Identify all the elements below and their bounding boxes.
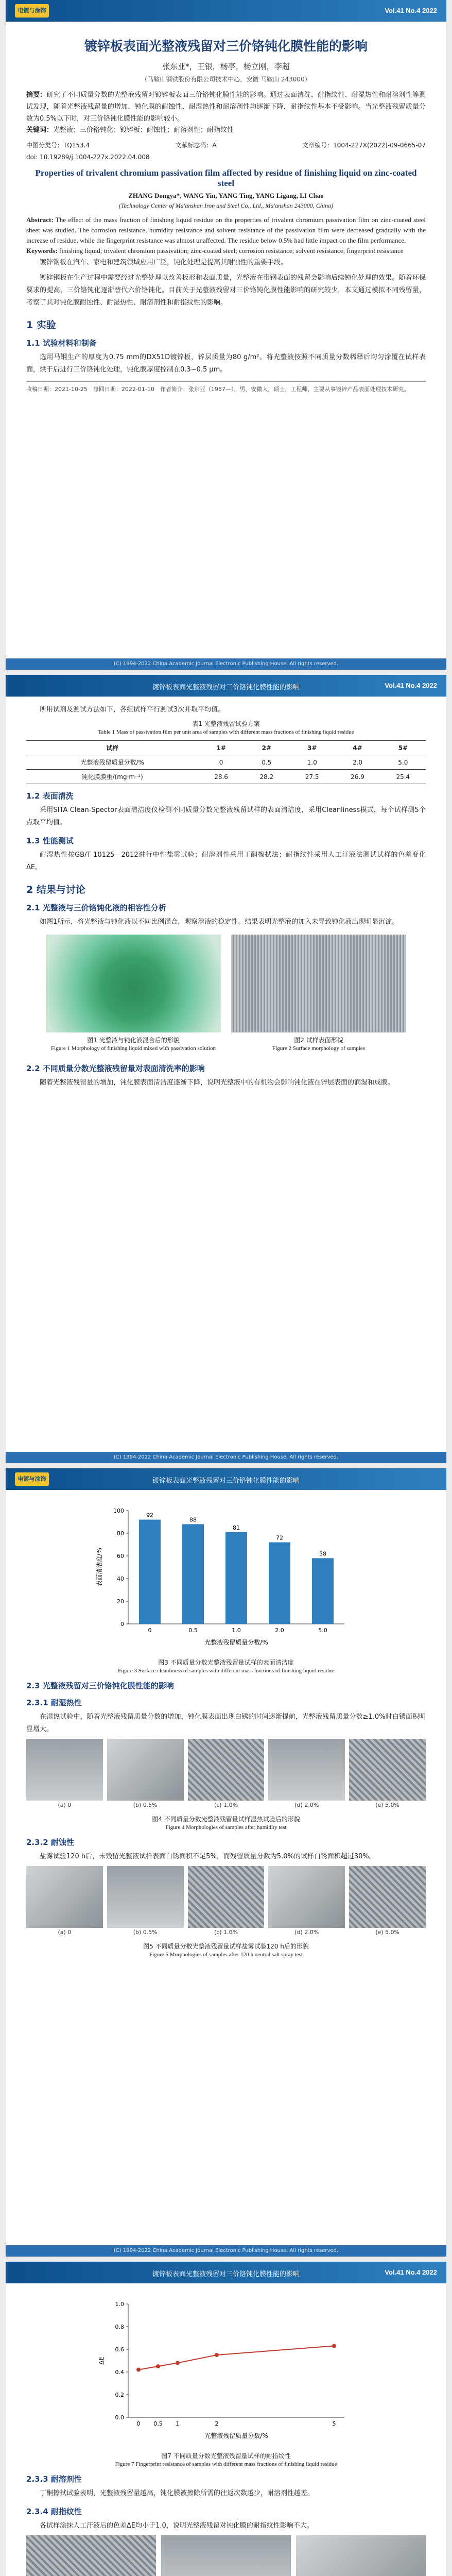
footnote: 收稿日期：2021-10-25 修回日期：2022-01-10 作者简介：张东亚（1987—），男，安徽人，硕士，工程师，主要从事镀锌产品表面处理技术研究。: [26, 381, 426, 394]
x-tick-label: 2.0: [275, 1627, 284, 1634]
y-axis-label: 表面清洁度/%: [96, 1548, 103, 1587]
table-cell: 28.6: [198, 770, 244, 784]
page-header: [6, 1468, 446, 1490]
figure-5-panel: [188, 1866, 265, 1939]
doi-link[interactable]: doi: 10.19289/j.1004-227x.2022.04.008: [26, 154, 150, 161]
figure-7-line-chart: [92, 2294, 360, 2448]
running-title: 镀锌板表面光整液残留对三价铬钝化膜性能的影响: [152, 1477, 300, 1485]
sample-photo: [349, 1739, 426, 1801]
page-footer: (C) 1994-2022 China Academic Journal Electronic Publishing House. All rights reserved.: [6, 2245, 446, 2257]
journal-logo: 电镀与涂饰: [15, 4, 49, 18]
panel-label: (a) 0: [58, 1929, 72, 1936]
figure-1-caption: 图1 光整液与钝化液混合后的形貌: [87, 1037, 180, 1044]
bar: [225, 1532, 247, 1624]
figure-4-panel: [107, 1739, 184, 1811]
table-header-cell: 5#: [380, 741, 426, 755]
x-tick-label: 0.5: [188, 1627, 198, 1634]
x-tick-label: 0: [148, 1627, 152, 1634]
sample-photo: [296, 2535, 426, 2576]
panel-label: (d) 2.0%: [294, 1929, 319, 1936]
y-tick-label: 0.2: [115, 2392, 124, 2398]
table-header-row: [26, 741, 426, 755]
figure-7-caption: 图7 不同质量分数光整液残留量试样的耐指纹性: [161, 2452, 291, 2460]
english-keywords-label: Keywords:: [26, 247, 58, 255]
page-footer: (C) 1994-2022 China Academic Journal Electronic Publishing House. All rights reserved.: [6, 1452, 446, 1463]
english-title: Properties of trivalent chromium passivation film affected by residue of finishing liquid on zinc-coated steel: [35, 168, 417, 188]
abstract-label: 摘要：: [26, 91, 47, 99]
figure-2-english-caption: Figure 2 Surface morphology of samples: [272, 1045, 365, 1052]
volume-label: Vol.41 No.4 2022: [385, 682, 437, 689]
page-footer: (C) 1994-2022 China Academic Journal Electronic Publishing House. All rights reserved.: [6, 658, 446, 670]
compatibility-paragraph: 如图1所示，将光整液与钝化液以不同比例混合，观察溶液的稳定性。结果表明光整液的加入未导致钝化液出现明显沉淀。: [40, 918, 399, 926]
sample-photo: [349, 1866, 426, 1928]
bar: [312, 1558, 334, 1624]
paper-title: 镀锌板表面光整液残留对三价铬钝化膜性能的影响: [84, 39, 368, 54]
section-2-2-heading: 2.2 不同质量分数光整液残留量对表面清洗率的影响: [26, 1064, 205, 1074]
data-point: [215, 2353, 219, 2357]
table-row: [26, 770, 426, 784]
y-tick-label: 0: [120, 1621, 124, 1628]
sample-photo: [26, 1866, 103, 1928]
section-1-2-heading: 1.2 表面清洗: [26, 791, 74, 801]
figure-5-panel: [268, 1866, 345, 1939]
doi-row: [26, 154, 426, 161]
y-tick-label: 60: [117, 1553, 124, 1560]
page-4: [6, 2262, 446, 2576]
table-cell: 1.0: [289, 755, 335, 770]
table-cell: 27.5: [289, 770, 335, 784]
figure-8-grid: [26, 2535, 426, 2576]
humidity-paragraph: 在湿热试验中，随着光整液残留质量分数的增加，钝化膜表面出现白锈的时间逐渐提前，光整液残留质量分数≥1.0%时白锈面积明显增大。: [26, 1713, 426, 1734]
table-cell: 5.0: [380, 755, 426, 770]
page-2: [6, 675, 446, 1463]
table-header-cell: 试样: [26, 741, 198, 755]
y-tick-label: 80: [117, 1530, 124, 1537]
panel-label: (c) 1.0%: [214, 1802, 238, 1809]
section-1-3-heading: 1.3 性能测试: [26, 836, 74, 846]
table-cell: 2.0: [335, 755, 380, 770]
section-2-3-3-heading: 2.3.3 耐溶剂性: [26, 2475, 82, 2484]
y-tick-label: 0.8: [115, 2324, 124, 2330]
sample-photo: [107, 1739, 184, 1801]
table-cell: 钝化膜膜重/(mg·m⁻²): [26, 770, 198, 784]
table-cell: 光整液残留质量分数/%: [26, 755, 198, 770]
english-authors: ZHANG Dongya*, WANG Yin, YANG Ting, YANG Ligang, LI Chao: [128, 192, 324, 199]
english-affiliation: (Technology Center of Ma'anshan Iron and Steel Co., Ltd., Ma'anshan 243000, China): [118, 202, 334, 209]
table-cell: 25.4: [380, 770, 426, 784]
sample-photo: [188, 1739, 265, 1801]
english-abstract-label: Abstract:: [26, 216, 54, 224]
data-point: [176, 2361, 180, 2365]
table-1: [26, 740, 426, 784]
doc-code: 文献标志码：A: [175, 142, 217, 149]
experiment-paragraph: 选用马钢生产的厚度为0.75 mm的DX51D镀锌板，锌层质量为80 g/m²。将光整液按照不同质量分数稀释后均匀涂覆在试样表面，烘干后进行三价铬钝化处理，钝化膜厚度控制在0.3~0.5 μm。: [26, 353, 426, 374]
affiliation: （马鞍山钢铁股份有限公司技术中心，安徽 马鞍山 243000）: [141, 76, 311, 83]
clc-code: 中图分类号：TQ153.4: [26, 142, 90, 149]
panel-label: (b) 0.5%: [133, 1929, 158, 1936]
journal-logo: 电镀与涂饰: [15, 1472, 49, 1486]
section-2-3-heading: 2.3 光整液残留对三价铬钝化膜性能的影响: [26, 1681, 174, 1690]
figure-5-grid: [26, 1866, 426, 1939]
figure-1-english-caption: Figure 1 Morphology of finishing liquid mixed with passivation solution: [51, 1045, 216, 1052]
y-tick-label: 0.6: [115, 2346, 124, 2353]
volume-label: Vol.41 No.4 2022: [385, 2268, 437, 2276]
abstract: [26, 90, 426, 125]
section-2-3-2-heading: 2.3.2 耐蚀性: [26, 1838, 74, 1848]
bar: [269, 1543, 290, 1624]
wash-paragraph: 采用SITA Clean-Spector表面清洁度仪检测不同质量分数光整液残留试样的表面清洁度，采用Cleanliness模式，每个试样测5个点取平均值。: [26, 806, 426, 827]
figure-4-panel: [349, 1739, 426, 1811]
sample-photo: [26, 1739, 103, 1801]
figure-5-english-caption: Figure 5 Morphologies of samples after 120 h neutral salt spray test: [149, 1952, 303, 1958]
page-header: [6, 0, 446, 22]
methods-intro: 所用试剂及测试方法如下，各组试样平行测试3次并取平均值。: [40, 706, 225, 714]
figure-5-panel: [107, 1866, 184, 1939]
table-cell: 26.9: [335, 770, 380, 784]
section-1-heading: 1 实验: [26, 319, 56, 331]
x-tick-label: 5: [332, 2420, 336, 2427]
table-header-cell: 3#: [289, 741, 335, 755]
performance-paragraph: 耐湿热性按GB/T 10125—2012进行中性盐雾试验；耐溶剂性采用丁酮擦拭法；耐指纹性采用人工汗液法测试试样的色差变化ΔE。: [26, 851, 426, 872]
table-cell: 28.2: [244, 770, 289, 784]
data-label: 81: [233, 1524, 240, 1531]
data-label: 58: [319, 1550, 326, 1557]
panel-label: (e) 5.0%: [375, 1802, 399, 1809]
x-tick-label: 0: [136, 2420, 141, 2427]
section-1-1-heading: 1.1 试验材料和制备: [26, 338, 97, 348]
section-2-3-1-heading: 2.3.1 耐湿热性: [26, 1698, 82, 1707]
table-cell: 0: [198, 755, 244, 770]
running-title: 镀锌板表面光整液残留对三价铬钝化膜性能的影响: [152, 684, 300, 691]
y-tick-label: 20: [117, 1598, 124, 1605]
sample-photo: [161, 2535, 291, 2576]
solvent-paragraph: 丁酮擦拭试验表明，光整液残留量越高，钝化膜被擦除所需的往返次数越少，耐溶剂性越差。: [40, 2489, 315, 2497]
figure-5-panel: [26, 1866, 103, 1939]
data-label: 72: [276, 1534, 283, 1541]
keywords-text: 光整液；三价铬钝化；镀锌板；耐蚀性；耐溶剂性；耐指纹性: [53, 126, 234, 134]
keywords: [26, 125, 426, 137]
figure-7-english-caption: Figure 7 Fingerprint resistance of samples with different mass fractions of finishing liquid residue: [115, 2461, 337, 2467]
table-1-english-caption: Table 1 Mass of passivation film per unit area of samples with different mass fractions of finishing liquid residue: [98, 729, 354, 736]
table-header-cell: 2#: [244, 741, 289, 755]
y-axis-label: ΔE: [98, 2357, 105, 2365]
section-2-1-heading: 2.1 光整液与三价铬钝化液的相容性分析: [26, 903, 166, 913]
x-tick-label: 0.5: [153, 2420, 163, 2427]
article-number: 文章编号：1004-227X(2022)-09-0665-07: [302, 142, 426, 149]
intro-paragraph: 镀锌钢板在生产过程中需要经过光整处理以改善板形和表面质量，光整液在带钢表面的残留会影响后续钝化处理的效果。随着环保要求的提高，三价铬钝化逐渐替代六价铬钝化。目前关于光整液残留对三价铬钝化膜性能影响的研究较少，本文通过模拟不同残留量，考察了其对钝化膜耐蚀性、耐湿热性、耐溶剂性和耐指纹性的影响。: [26, 274, 426, 307]
figure-2-photo: [231, 935, 406, 1032]
y-tick-label: 0.4: [115, 2369, 124, 2376]
keywords-label: 关键词：: [26, 126, 54, 134]
y-tick-label: 0.0: [115, 2414, 124, 2421]
sample-photo: [268, 1866, 345, 1928]
data-point: [136, 2368, 141, 2372]
figure-3-bar-chart: [92, 1500, 360, 1655]
cleanliness-paragraph: 随着光整液残留量的增加，钝化膜表面清洁度逐渐下降，说明光整液中的有机物会影响钝化液在锌层表面的润湿和成膜。: [40, 1079, 395, 1087]
running-title: 镀锌板表面光整液残留对三价铬钝化膜性能的影响: [152, 2270, 300, 2278]
corrosion-paragraph: 盐雾试验120 h后，未残留光整液试样表面白锈面积不足5%，而残留质量分数为5.0%的试样白锈面积超过30%。: [40, 1853, 376, 1861]
volume-label: Vol.41 No.4 2022: [385, 7, 437, 14]
x-tick-label: 1: [176, 2420, 180, 2427]
section-2-heading: 2 结果与讨论: [26, 884, 85, 896]
sample-photo: [268, 1739, 345, 1801]
y-tick-label: 100: [113, 1507, 124, 1514]
english-keywords-text: finishing liquid; trivalent chromium passivation; zinc-coated steel; corrosion resistance; solvent resistance; fingerprint resistance: [59, 247, 404, 255]
author-list: 张东亚*，王银，杨亭，杨立刚，李超: [162, 62, 290, 71]
table-cell: 0.5: [244, 755, 289, 770]
sample-photo: [107, 1866, 184, 1928]
x-axis-label: 光整液残留质量分数/%: [204, 1639, 268, 1646]
x-tick-label: 1.0: [232, 1627, 241, 1634]
panel-label: (b) 0.5%: [133, 1802, 158, 1809]
figure-4-panel: [268, 1739, 345, 1811]
panel-label: (a) 0: [58, 1802, 72, 1809]
data-point: [332, 2344, 336, 2348]
page-header: [6, 2262, 446, 2283]
page-header: [6, 675, 446, 697]
english-abstract: [26, 215, 426, 246]
x-tick-label: 5.0: [318, 1627, 327, 1634]
data-label: 88: [189, 1516, 197, 1523]
table-header-cell: 4#: [335, 741, 380, 755]
figure-4-caption: 图4 不同质量分数光整液残留量试样湿热试验后的形貌: [152, 1816, 300, 1823]
figure-4-grid: [26, 1739, 426, 1811]
bar: [182, 1524, 204, 1624]
sample-photo: [188, 1866, 265, 1928]
figure-1-photo: [46, 935, 221, 1032]
panel-label: (c) 1.0%: [214, 1929, 238, 1936]
data-label: 92: [146, 1512, 153, 1519]
data-point: [156, 2364, 160, 2368]
page-3: [6, 1468, 446, 2257]
figure-4-panel: [188, 1739, 265, 1811]
panel-label: (d) 2.0%: [294, 1802, 319, 1809]
table-1-caption: 表1 光整液残留试验方案: [192, 720, 260, 728]
figure-4-english-caption: Figure 4 Morphologies of samples after humidity test: [165, 1824, 287, 1831]
fingerprint-paragraph: 各试样涂抹人工汗液后的色差ΔE均小于1.0，说明光整液残留对钝化膜的耐指纹性影响不大。: [40, 2522, 314, 2530]
y-tick-label: 1.0: [115, 2301, 124, 2308]
series-line: [138, 2346, 334, 2369]
page-1: [6, 0, 446, 670]
section-2-3-4-heading: 2.3.4 耐指纹性: [26, 2507, 82, 2517]
y-tick-label: 40: [117, 1575, 124, 1582]
english-abstract-text: The effect of the mass fraction of finishing liquid residue on the properties of trivalent chromium passivation film on zinc-coated steel sheet was studied. The corrosion resistance, humidity resistance and solvent resistance of the passivation film were decreased gradually with the increase of residue, while the fingerprint resistance was almost unaffected. The residue below 0.5% had little impact on the film performance.: [26, 216, 426, 245]
figure-4-panel: [26, 1739, 103, 1811]
bar: [139, 1520, 161, 1624]
panel-label: (e) 5.0%: [375, 1929, 399, 1936]
article-meta: [26, 141, 426, 149]
x-axis-label: 光整液残留质量分数/%: [204, 2432, 268, 2439]
table-row: [26, 755, 426, 770]
figure-3-caption: 图3 不同质量分数光整液残留量试样的表面清洁度: [158, 1659, 294, 1666]
x-tick-label: 2: [215, 2420, 219, 2427]
english-keywords: [26, 246, 426, 256]
figure-5-panel: [349, 1866, 426, 1939]
figure-2-caption: 图2 试样表面形貌: [294, 1037, 343, 1044]
abstract-text: 研究了不同质量分数的光整液残留对镀锌板表面三价铬钝化膜性能的影响。通过表面清洗、耐指纹性、耐湿热性和耐溶剂性等测试发现，随着光整液残留量的增加，钝化膜的耐蚀性、耐湿热性和耐溶剂性均逐渐下降，耐指纹性基本不受影响。当光整液残留质量分数为0.5%以下时，对三价铬钝化膜性能的影响较小。: [26, 91, 426, 123]
sample-photo: [26, 2535, 156, 2576]
figure-row: [26, 931, 426, 1057]
table-header-cell: 1#: [198, 741, 244, 755]
figure-5-caption: 图5 不同质量分数光整液残留量试样盐雾试验120 h后的形貌: [143, 1943, 309, 1951]
intro-lead: 镀锌钢板在汽车、家电和建筑领域应用广泛，钝化处理是提高其耐蚀性的重要手段。: [40, 258, 288, 266]
figure-2: [231, 931, 406, 1057]
figure-1: [46, 931, 221, 1057]
figure-3-english-caption: Figure 3 Surface cleanliness of samples with different mass fractions of finishing liquid residue: [118, 1668, 334, 1674]
